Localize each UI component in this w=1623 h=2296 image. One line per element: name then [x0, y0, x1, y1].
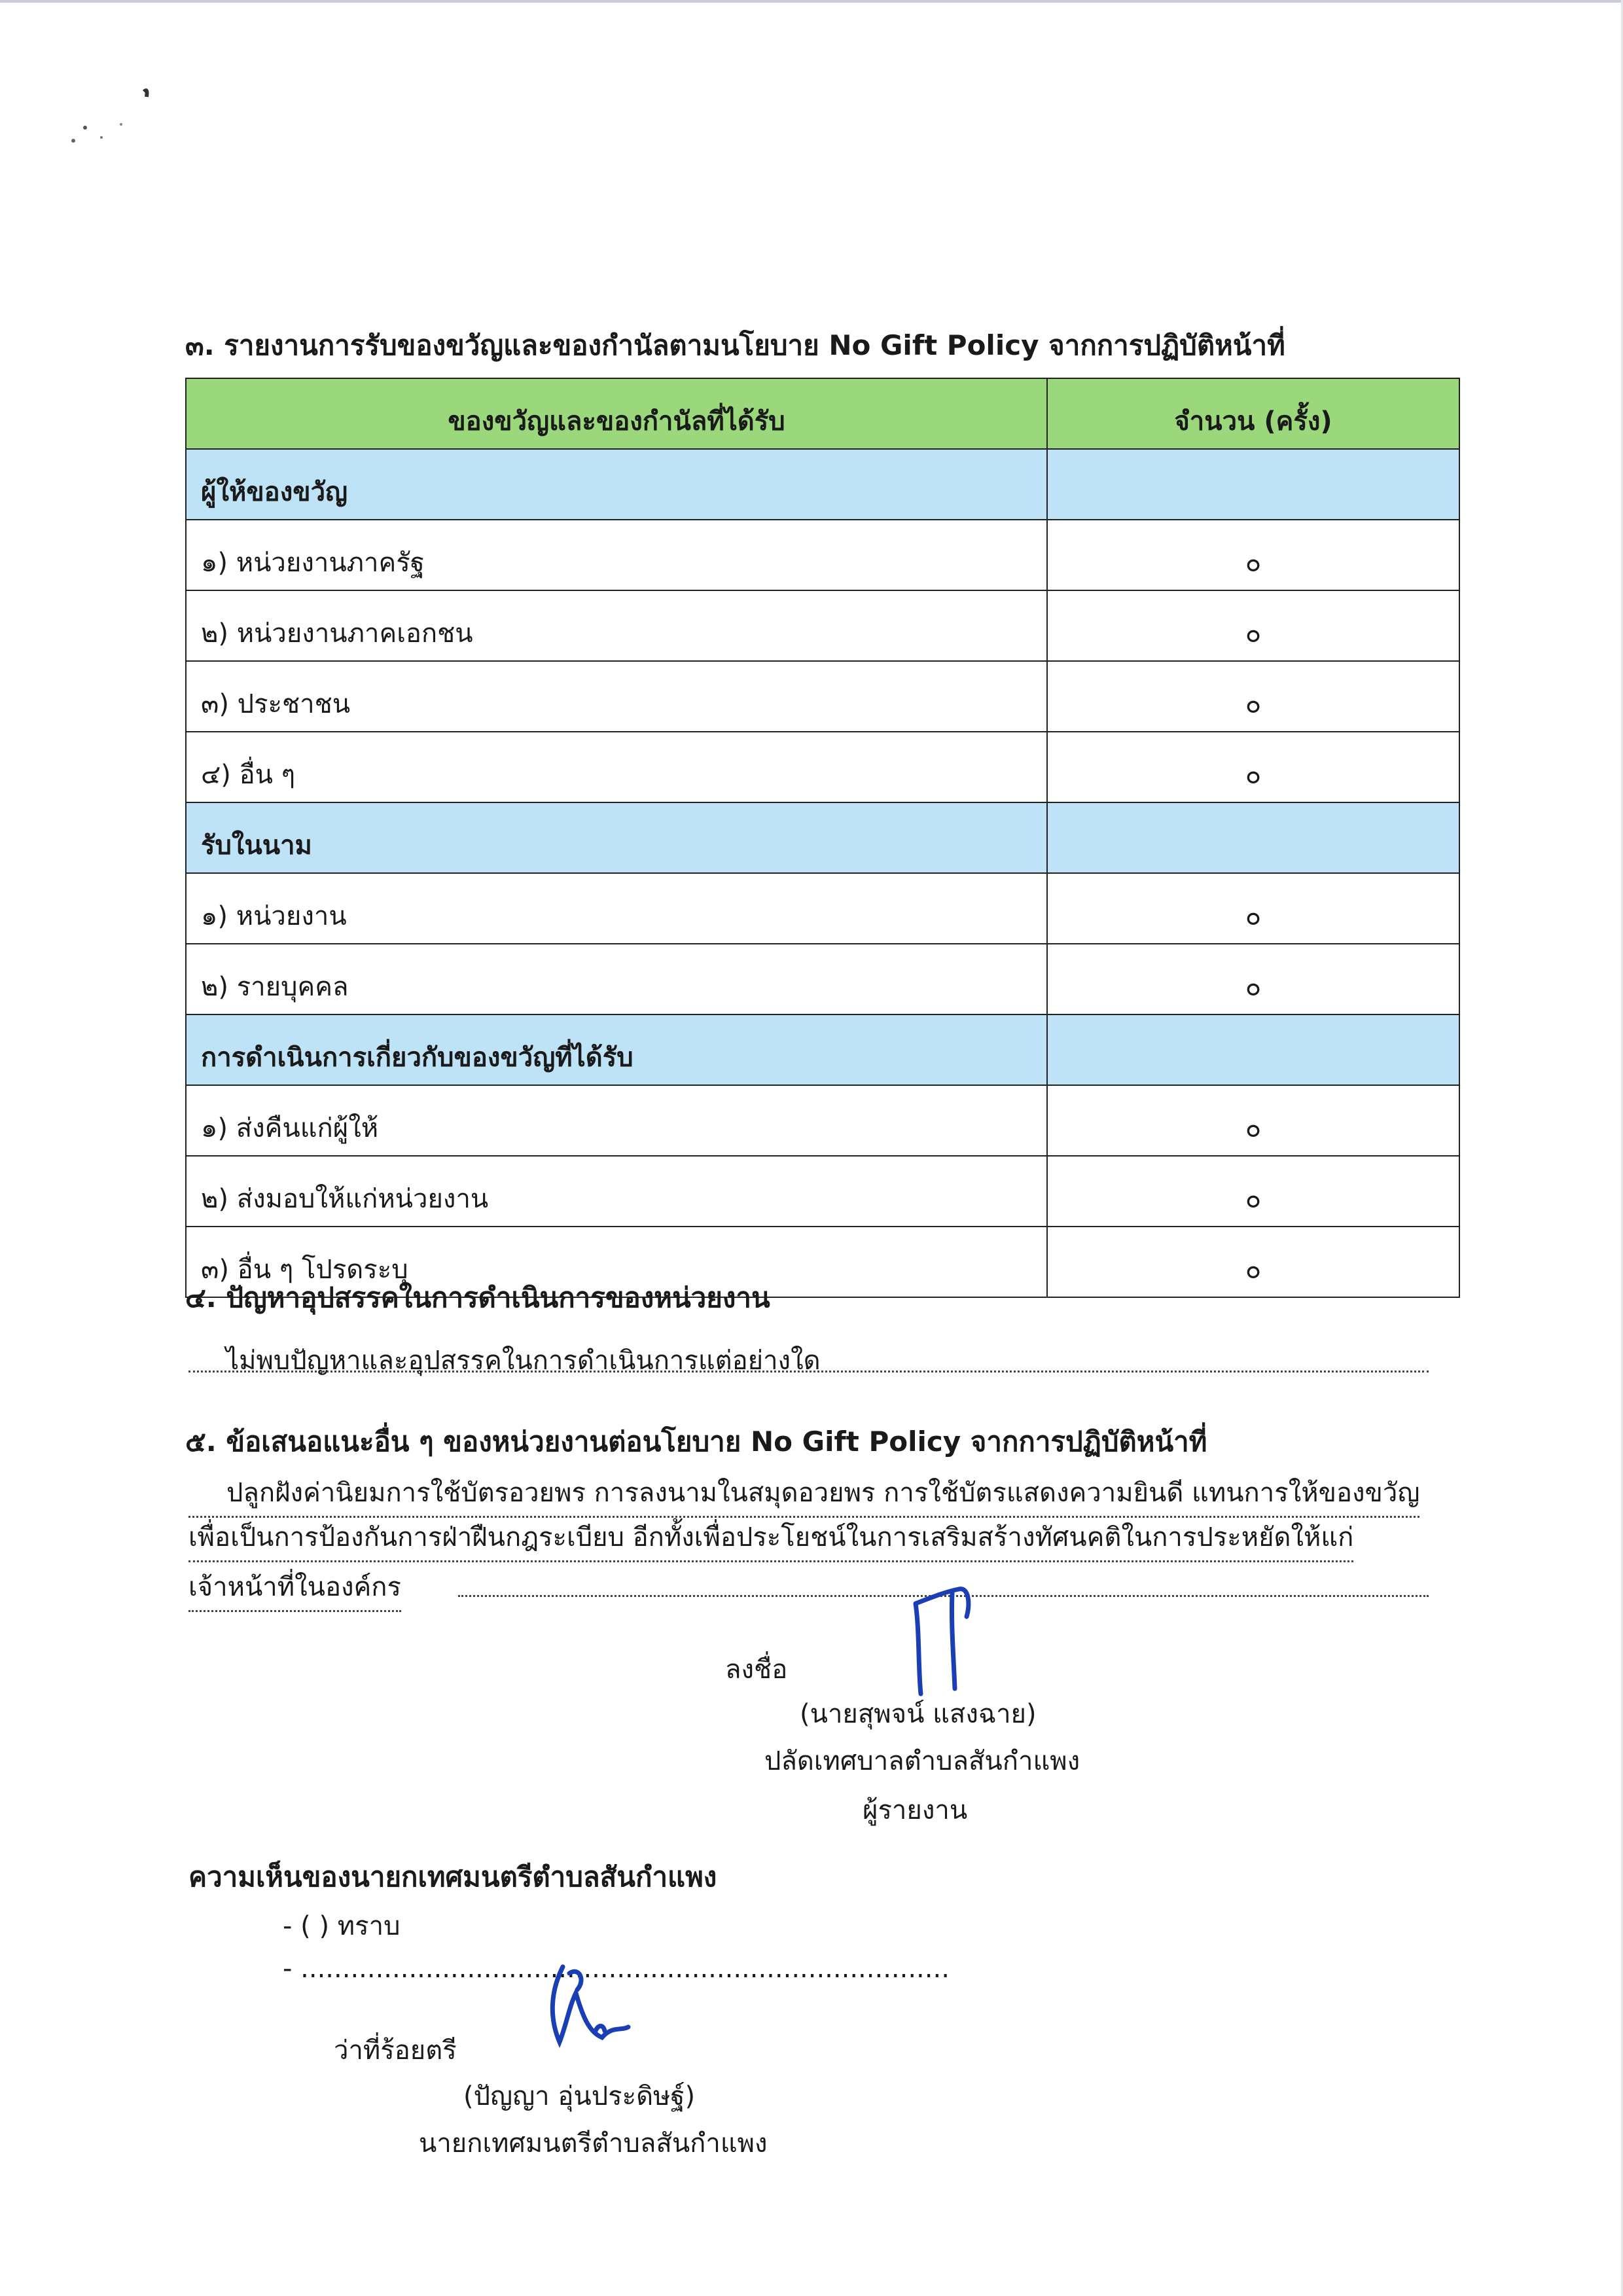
section5-line-3-text: เจ้าหน้าที่ในองค์กร — [188, 1566, 401, 1612]
item-label: ๑) หน่วยงานภาครัฐ — [186, 520, 1047, 590]
item-count: ๐ — [1047, 520, 1459, 590]
mayor-position: นายกเทศมนตรีตำบลสันกำแพง — [419, 2128, 768, 2159]
section5-line-2-text: เพื่อเป็นการป้องกันการฝ่าฝืนกฎระเบียบ อีกทั้งเพื่อประโยชน์ในการเสริมสร้างทัศนคติในการประหยัดให้แก่ — [188, 1516, 1353, 1562]
mayor-name: (ปัญญา อุ่นประดิษฐ์) — [463, 2081, 696, 2111]
item-label: ๑) หน่วยงาน — [186, 873, 1047, 944]
reporter-position: ปลัดเทศบาลตำบลสันกำแพง — [764, 1746, 1080, 1776]
table-row — [186, 1085, 1459, 1156]
mayor-signature — [530, 1954, 635, 2052]
item-label: ๔) อื่น ๆ — [186, 732, 1047, 802]
table-row — [186, 520, 1459, 590]
group-title: รับในนาม — [186, 802, 1047, 873]
table-row — [186, 1156, 1459, 1227]
section5-heading: ๕. ข้อเสนอแนะอื่น ๆ ของหน่วยงานต่อนโยบาย No Gift Policy จากการปฏิบัติหน้าที่ — [185, 1426, 1207, 1458]
reporter-role: ผู้รายงาน — [863, 1795, 968, 1825]
table-row — [186, 732, 1459, 802]
item-count: ๐ — [1047, 732, 1459, 802]
mayor-title-prefix: ว่าที่ร้อยตรี — [334, 2036, 457, 2066]
item-label: ๓) อื่น ๆ โปรดระบุ — [186, 1227, 1047, 1297]
reporter-sign-label: ลงชื่อ — [725, 1655, 788, 1685]
gift-report-table — [185, 378, 1460, 1298]
header-item: ของขวัญและของกำนัลที่ได้รับ — [186, 378, 1047, 449]
section5-line-1-text: ปลูกฝังค่านิยมการใช้บัตรอวยพร การลงนามในสมุดอวยพร การใช้บัตรแสดงความยินดี แทนการให้ของขวัญ — [188, 1471, 1419, 1518]
mayor-option-acknowledge: - ( ) ทราบ — [283, 1911, 401, 1941]
item-count: ๐ — [1047, 873, 1459, 944]
scan-edge — [0, 0, 1623, 3]
table-row — [186, 944, 1459, 1014]
group-title: ผู้ให้ของขวัญ — [186, 449, 1047, 520]
section5-line-3 — [188, 1566, 401, 1612]
item-label: ๒) รายบุคคล — [186, 944, 1047, 1014]
item-count: ๐ — [1047, 1227, 1459, 1297]
table-row — [186, 873, 1459, 944]
item-count: ๐ — [1047, 1156, 1459, 1227]
group-row — [186, 449, 1459, 520]
item-count: ๐ — [1047, 661, 1459, 732]
header-count: จำนวน (ครั้ง) — [1047, 378, 1459, 449]
section4-heading: ๔. ปัญหาอุปสรรคในการดำเนินการของหน่วยงาน — [185, 1282, 770, 1314]
item-count: ๐ — [1047, 590, 1459, 661]
item-label: ๑) ส่งคืนแก่ผู้ให้ — [186, 1085, 1047, 1156]
group-count-empty — [1047, 802, 1459, 873]
item-count: ๐ — [1047, 1085, 1459, 1156]
group-count-empty — [1047, 449, 1459, 520]
table-row — [186, 590, 1459, 661]
mayor-opinion-heading: ความเห็นของนายกเทศมนตรีตำบลสันกำแพง — [188, 1861, 717, 1893]
group-count-empty — [1047, 1014, 1459, 1085]
item-label: ๒) ส่งมอบให้แก่หน่วยงาน — [186, 1156, 1047, 1227]
item-label: ๓) ประชาชน — [186, 661, 1047, 732]
group-row — [186, 802, 1459, 873]
mayor-option-other: - .............................................................................. — [283, 1954, 950, 1984]
reporter-signature — [906, 1577, 978, 1702]
item-label: ๒) หน่วยงานภาคเอกชน — [186, 590, 1047, 661]
table-header-row — [186, 378, 1459, 449]
section4-text: ไม่พบปัญหาและอุปสรรคในการดำเนินการแต่อย่างใด — [226, 1346, 821, 1376]
section5-line-2 — [188, 1516, 1353, 1562]
table-row — [186, 661, 1459, 732]
group-title: การดำเนินการเกี่ยวกับของขวัญที่ได้รับ — [186, 1014, 1047, 1085]
section3-heading: ๓. รายงานการรับของขวัญและของกำนัลตามนโยบาย No Gift Policy จากการปฏิบัติหน้าที่ — [185, 329, 1285, 361]
reporter-name: (นายสุพจน์ แสงฉาย) — [800, 1699, 1037, 1729]
group-row — [186, 1014, 1459, 1085]
item-count: ๐ — [1047, 944, 1459, 1014]
section5-line-1 — [188, 1471, 1463, 1518]
scan-speck-marks — [65, 79, 157, 164]
